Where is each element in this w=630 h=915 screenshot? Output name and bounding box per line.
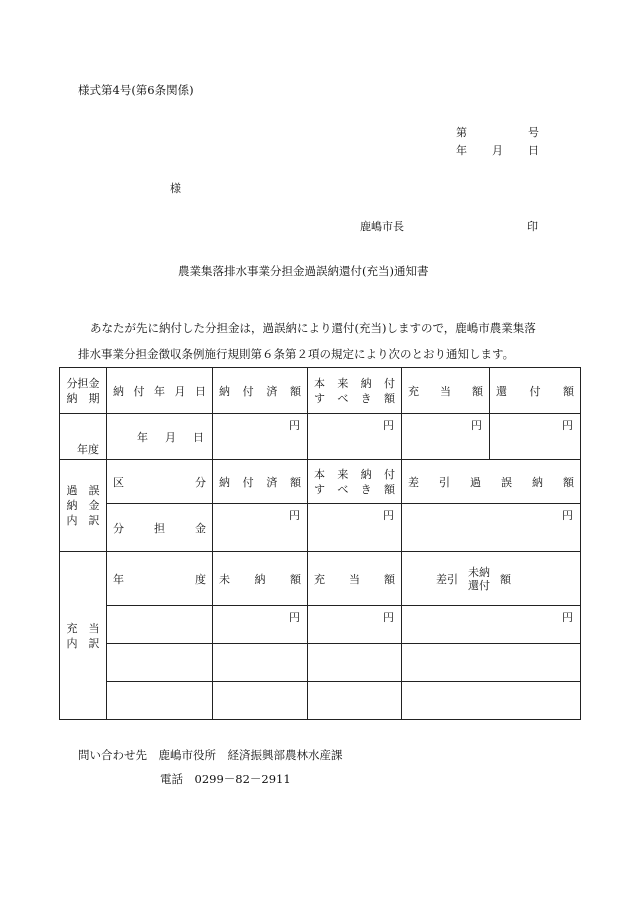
alloc-year-cell-3: [107, 682, 213, 720]
notice-body: [60, 315, 580, 367]
payment-date-cell: 年 月 日: [107, 414, 213, 460]
difference-unpaid-refund-header: 差引 未納 還付 額: [402, 552, 581, 606]
refund-amount-header: 還 付 額: [490, 368, 581, 414]
seal-mark: 印: [527, 220, 538, 233]
alloc-year-cell-2: [107, 644, 213, 682]
notice-table: [59, 367, 581, 720]
allocation-amount-header: 充 当 額: [402, 368, 490, 414]
form-number: 様式第4号(第6条関係): [78, 83, 194, 97]
alloc-amount-cell-2: [308, 644, 402, 682]
period-header: 分担金 納 期: [60, 368, 107, 414]
due-amount-header: 本 来 納 付 す べ き 額: [308, 368, 402, 414]
contact-info: 問い合わせ先 鹿嶋市役所 経済振興部農林水産課: [78, 748, 343, 762]
allocation-amount-cell: 円: [402, 414, 490, 460]
number-prefix: 第: [456, 126, 467, 139]
document-title: 農業集落排水事業分担金過誤納還付(充当)通知書: [178, 264, 429, 278]
year-header: 年 度: [107, 552, 213, 606]
alloc-difference-cell-2: [402, 644, 581, 682]
number-suffix: 号: [528, 126, 539, 139]
date-year: 年: [456, 144, 467, 157]
difference-overpaid-header: 差 引 過 誤 納 額: [402, 460, 581, 504]
overpay-due-cell: 円: [308, 504, 402, 552]
alloc-amount-cell-3: [308, 682, 402, 720]
date-day: 日: [528, 144, 539, 157]
overpayment-breakdown-label: 過 誤 納 金 内 訳: [60, 460, 107, 552]
allocation-amount-header-2: 充 当 額: [308, 552, 402, 606]
alloc-difference-cell-3: [402, 682, 581, 720]
alloc-amount-cell-1: 円: [308, 606, 402, 644]
alloc-unpaid-cell-2: [213, 644, 308, 682]
paid-amount-header-2: 納 付 済 額: [213, 460, 308, 504]
paid-amount-cell: 円: [213, 414, 308, 460]
alloc-difference-cell-1: 円: [402, 606, 581, 644]
mayor-name: 鹿嶋市長: [360, 220, 404, 233]
unpaid-amount-header: 未 納 額: [213, 552, 308, 606]
alloc-unpaid-cell-1: 円: [213, 606, 308, 644]
period-cell: [60, 414, 107, 460]
alloc-year-cell-1: [107, 606, 213, 644]
overpay-difference-cell: 円: [402, 504, 581, 552]
notice-line-1: あなたが先に納付した分担金は，過誤納により還付(充当)しますので，鹿嶋市農業集落: [90, 321, 536, 335]
paid-amount-header: 納 付 済 額: [213, 368, 308, 414]
due-amount-header-2: 本 来 納 付 す べ き 額: [308, 460, 402, 504]
addressee: 様: [170, 182, 181, 195]
notice-line-2: 排水事業分担金徴収条例施行規則第６条第２項の規定により次のとおり通知します。: [78, 347, 515, 361]
refund-amount-cell: 円: [490, 414, 581, 460]
due-amount-cell: 円: [308, 414, 402, 460]
phone-number: 電話 0299－82－2911: [160, 772, 291, 786]
alloc-unpaid-cell-3: [213, 682, 308, 720]
payment-date-header: 納 付 年 月 日: [107, 368, 213, 414]
share-money-label: 分 担 金: [107, 504, 213, 552]
division-header: 区 分: [107, 460, 213, 504]
date-month: 月: [492, 144, 503, 157]
allocation-breakdown-label: 充 当 内 訳: [60, 552, 107, 720]
nendo-label: 年度: [77, 443, 99, 456]
overpay-paid-cell: 円: [213, 504, 308, 552]
